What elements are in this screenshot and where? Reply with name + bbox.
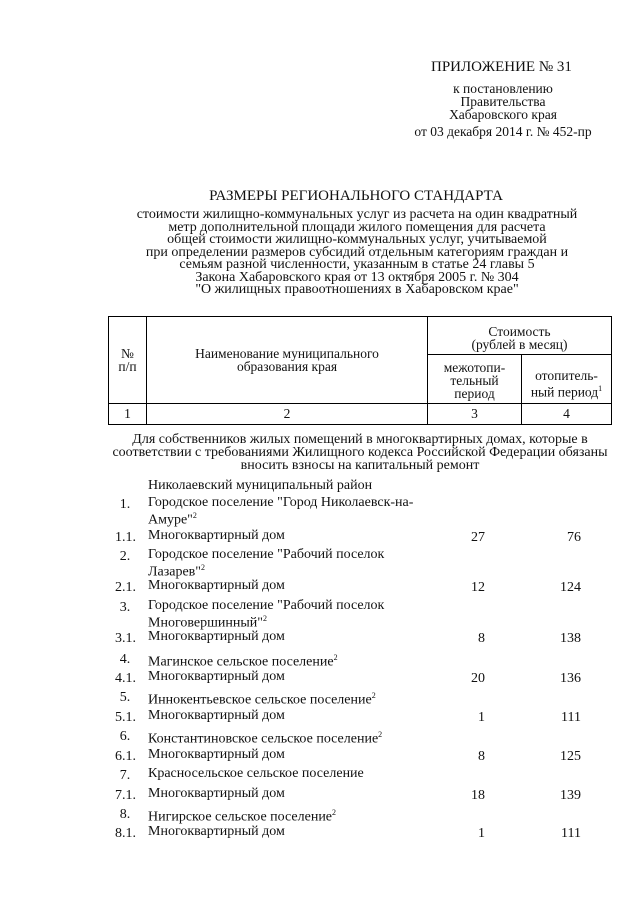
row-value-interheating: 1 bbox=[478, 710, 485, 725]
document-subtitle bbox=[94, 209, 620, 297]
row-value-interheating: 18 bbox=[471, 788, 485, 803]
row-value-heating: 136 bbox=[560, 671, 581, 686]
column-number-1: 1 bbox=[124, 406, 131, 421]
row-number: 1. bbox=[119, 497, 131, 512]
subtitle-line-6: Закона Хабаровского края от 13 октября 2005 г. № 304 bbox=[195, 269, 519, 285]
row-name bbox=[148, 652, 338, 669]
footnote-mark: 2 bbox=[333, 653, 338, 662]
row-value-heating: 111 bbox=[561, 710, 581, 725]
appendix-title: ПРИЛОЖЕНИЕ № 31 bbox=[431, 59, 572, 75]
header-col-number: № п/п bbox=[118, 346, 137, 374]
column-number-3: 3 bbox=[471, 406, 478, 421]
row-value-interheating: 8 bbox=[478, 631, 485, 646]
row-value-heating: 76 bbox=[567, 530, 581, 545]
column-number-4: 4 bbox=[563, 406, 570, 421]
row-name bbox=[148, 497, 413, 527]
row-value-heating: 125 bbox=[560, 749, 581, 764]
row-value-heating: 111 bbox=[561, 826, 581, 841]
row-name-text: Городское поселение "Город Николаевск-на- Амуре" bbox=[148, 495, 414, 528]
row-name-text: Константиновское сельское поселение bbox=[148, 731, 379, 747]
footnote-mark: 1 bbox=[598, 384, 603, 393]
row-value-interheating: 8 bbox=[478, 749, 485, 764]
row-name-text: Городское поселение "Рабочий поселок Лазарев" bbox=[148, 547, 385, 580]
row-name: Многоквартирный дом bbox=[148, 528, 285, 543]
appendix-line-1: к постановлению bbox=[453, 81, 553, 96]
subtitle-line-2: метр дополнительной площади жилого помещения для расчета bbox=[168, 219, 546, 235]
row-value-heating: 139 bbox=[560, 788, 581, 803]
footnote-mark: 2 bbox=[192, 510, 197, 520]
row-name: Многоквартирный дом bbox=[148, 578, 285, 593]
row-value-heating: 138 bbox=[560, 631, 581, 646]
document-title: РАЗМЕРЫ РЕГИОНАЛЬНОГО СТАНДАРТА bbox=[209, 188, 503, 204]
footnote-mark: 2 bbox=[262, 613, 267, 623]
header-col-heating bbox=[522, 369, 611, 399]
row-name-text: Нигирское сельское поселение bbox=[148, 809, 333, 825]
appendix-line-4: от 03 декабря 2014 г. № 452-пр bbox=[414, 124, 592, 139]
row-name bbox=[148, 690, 376, 707]
appendix-line-3: Хабаровского края bbox=[449, 107, 557, 122]
row-name: Многоквартирный дом bbox=[148, 824, 285, 839]
row-name bbox=[148, 807, 336, 824]
column-number-2: 2 bbox=[283, 406, 291, 421]
row-number: 2. bbox=[119, 549, 131, 564]
header-table bbox=[108, 316, 612, 425]
row-number: 4. bbox=[119, 652, 131, 667]
row-name: Многоквартирный дом bbox=[148, 629, 285, 644]
district-heading: Николаевский муниципальный район bbox=[148, 478, 373, 493]
row-name-text: Магинское сельское поселение bbox=[148, 654, 334, 670]
table-divider bbox=[109, 403, 611, 404]
header-cost-group: Стоимость (рублей в месяц) bbox=[471, 324, 568, 352]
row-number: 7.1. bbox=[115, 788, 136, 803]
footnote-mark: 2 bbox=[332, 808, 337, 817]
header-col-interheating: межотопи- тельный период bbox=[443, 360, 506, 401]
row-number: 3.1. bbox=[115, 631, 136, 646]
footnote-mark: 2 bbox=[371, 691, 376, 700]
table-divider bbox=[427, 354, 611, 355]
row-number: 5.1. bbox=[115, 710, 136, 725]
row-name: Многоквартирный дом bbox=[148, 708, 285, 723]
row-name: Многоквартирный дом bbox=[148, 669, 285, 684]
row-number: 7. bbox=[119, 768, 131, 783]
row-name-text: Иннокентьевское сельское поселение bbox=[148, 692, 372, 708]
row-name: Многоквартирный дом bbox=[148, 786, 285, 801]
subtitle-line-7: "О жилищных правоотношениях в Хабаровском крае" bbox=[195, 282, 519, 297]
footnote-mark: 2 bbox=[378, 730, 383, 739]
row-value-interheating: 1 bbox=[478, 826, 485, 841]
header-col-name: Наименование муниципального образования края bbox=[195, 346, 379, 374]
row-name bbox=[148, 600, 384, 630]
header-col-heating-label: отопитель- ный период bbox=[530, 368, 599, 400]
row-name bbox=[148, 729, 382, 746]
subtitle-line-3: общей стоимости жилищно-коммунальных услуг, учитываемой bbox=[167, 232, 547, 247]
row-number: 6.1. bbox=[115, 749, 136, 764]
row-name-text: Городское поселение "Рабочий поселок Многовершинный" bbox=[148, 598, 385, 631]
row-value-heating: 124 bbox=[560, 580, 581, 595]
row-value-interheating: 20 bbox=[471, 671, 485, 686]
subtitle-line-1: стоимости жилищно-коммунальных услуг из расчета на один квадратный bbox=[136, 207, 578, 222]
row-name: Многоквартирный дом bbox=[148, 747, 285, 762]
row-number: 8.1. bbox=[115, 826, 136, 841]
row-name: Красносельское сельское поселение bbox=[148, 766, 364, 781]
subtitle-line-4: при определении размеров субсидий отдельным категориям граждан и bbox=[145, 244, 569, 260]
row-value-interheating: 12 bbox=[471, 580, 485, 595]
row-number: 8. bbox=[119, 807, 131, 822]
row-value-interheating: 27 bbox=[471, 530, 485, 545]
row-number: 3. bbox=[119, 600, 131, 615]
section-note: Для собственников жилых помещений в многоквартирных домах, которые в соответствии с требованиями Жилищного кодекса Российской Федерации обязаны вносить взносы на капитальный ремонт bbox=[112, 432, 608, 473]
row-name bbox=[148, 549, 384, 579]
row-number: 1.1. bbox=[115, 530, 136, 545]
subtitle-line-5: семьям разной численности, указанным в статье 24 главы 5 bbox=[179, 257, 535, 272]
row-number: 5. bbox=[119, 690, 131, 705]
appendix-line-2: Правительства bbox=[460, 94, 546, 109]
footnote-mark: 2 bbox=[201, 562, 205, 572]
row-number: 6. bbox=[119, 729, 131, 744]
row-number: 4.1. bbox=[115, 671, 136, 686]
row-number: 2.1. bbox=[115, 580, 136, 595]
